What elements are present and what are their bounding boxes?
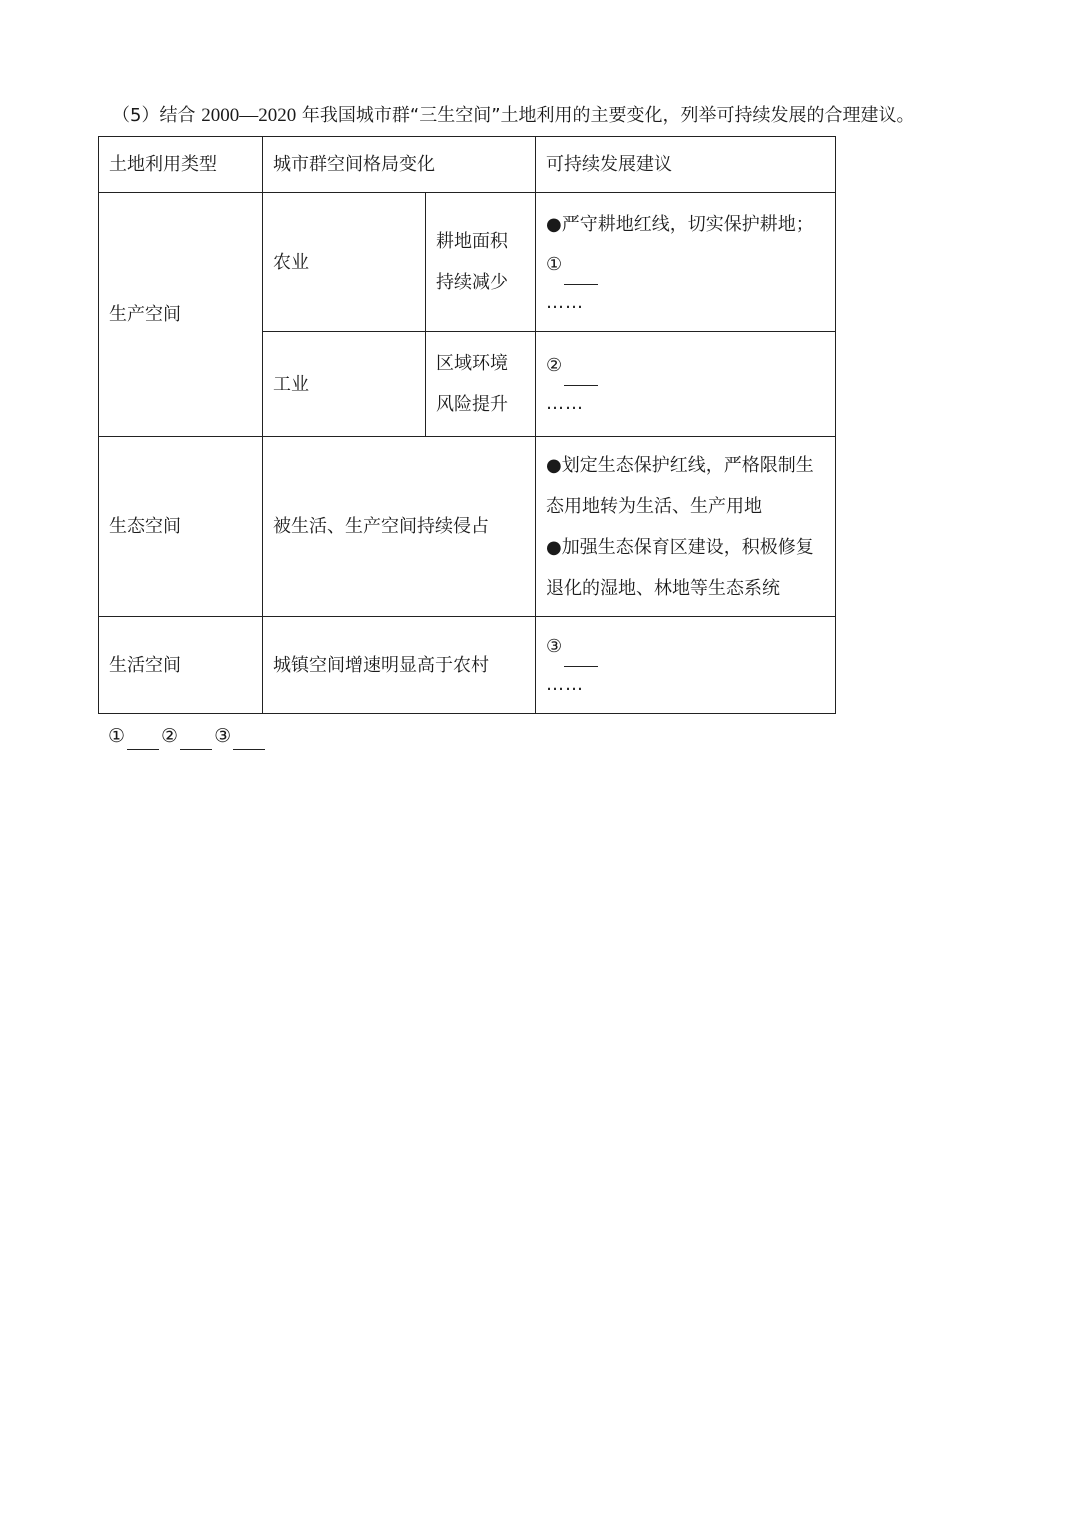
header-spatial-change: 城市群空间格局变化	[263, 137, 536, 193]
ecology-advice-line2: 态用地转为生活、生产用地	[546, 495, 762, 517]
agriculture-advice-line1: ●严守耕地红线，切实保护耕地；	[546, 213, 814, 235]
agriculture-change	[426, 193, 536, 332]
ellipsis: ……	[546, 291, 584, 313]
ecology-advice-line4: 退化的湿地、林地等生态系统	[546, 577, 780, 599]
answer-marker-3: ③	[214, 725, 232, 747]
agriculture-change-line2: 持续减少	[436, 272, 508, 293]
table-row	[99, 193, 836, 332]
blank-marker-3: ③	[546, 636, 563, 657]
header-land-use-type: 土地利用类型	[99, 137, 263, 193]
table-row	[99, 617, 836, 714]
agriculture-advice	[536, 193, 836, 332]
ecology-advice	[536, 437, 836, 617]
question-text	[112, 102, 915, 130]
header-sustainable-advice: 可持续发展建议	[536, 137, 836, 193]
agriculture-change-line1: 耕地面积	[436, 231, 508, 252]
answer-blank-1	[546, 245, 825, 285]
question-prefix: （5）结合	[112, 105, 202, 126]
industry-sector: 工业	[263, 332, 426, 437]
answer-input-1[interactable]	[127, 729, 159, 750]
ellipsis: ……	[546, 674, 584, 695]
ecology-change: 被生活、生产空间持续侵占	[263, 437, 536, 617]
answer-input-3[interactable]	[233, 729, 265, 750]
answer-marker-2: ②	[161, 725, 179, 747]
ecology-advice-line3: ●加强生态保育区建设，积极修复	[546, 536, 814, 558]
question-years: 2000—2020	[201, 105, 297, 126]
living-advice	[536, 617, 836, 714]
fill-in-line	[564, 262, 598, 285]
answer-line	[108, 722, 267, 750]
agriculture-sector: 农业	[263, 193, 426, 332]
fill-in-line	[564, 363, 598, 386]
production-space-label: 生产空间	[99, 193, 263, 437]
blank-marker-1: ①	[546, 253, 563, 275]
industry-advice	[536, 332, 836, 437]
answer-marker-1: ①	[108, 725, 126, 747]
answer-input-2[interactable]	[180, 729, 212, 750]
answer-blank-3	[546, 627, 825, 667]
question-suffix: 年我国城市群“三生空间”土地利用的主要变化，列举可持续发展的合理建议。	[296, 105, 915, 126]
ellipsis: ……	[546, 393, 584, 414]
table-header-row	[99, 137, 836, 193]
industry-change-line2: 风险提升	[436, 394, 508, 415]
fill-in-line	[564, 644, 598, 667]
industry-change-line1: 区域环境	[436, 353, 508, 374]
living-change: 城镇空间增速明显高于农村	[263, 617, 536, 714]
answer-blank-2	[546, 346, 825, 386]
ecology-advice-line1: ●划定生态保护红线，严格限制生	[546, 454, 814, 476]
blank-marker-2: ②	[546, 355, 563, 376]
ecology-space-label: 生态空间	[99, 437, 263, 617]
land-use-table	[98, 136, 836, 714]
table-row	[99, 437, 836, 617]
living-space-label: 生活空间	[99, 617, 263, 714]
industry-change	[426, 332, 536, 437]
